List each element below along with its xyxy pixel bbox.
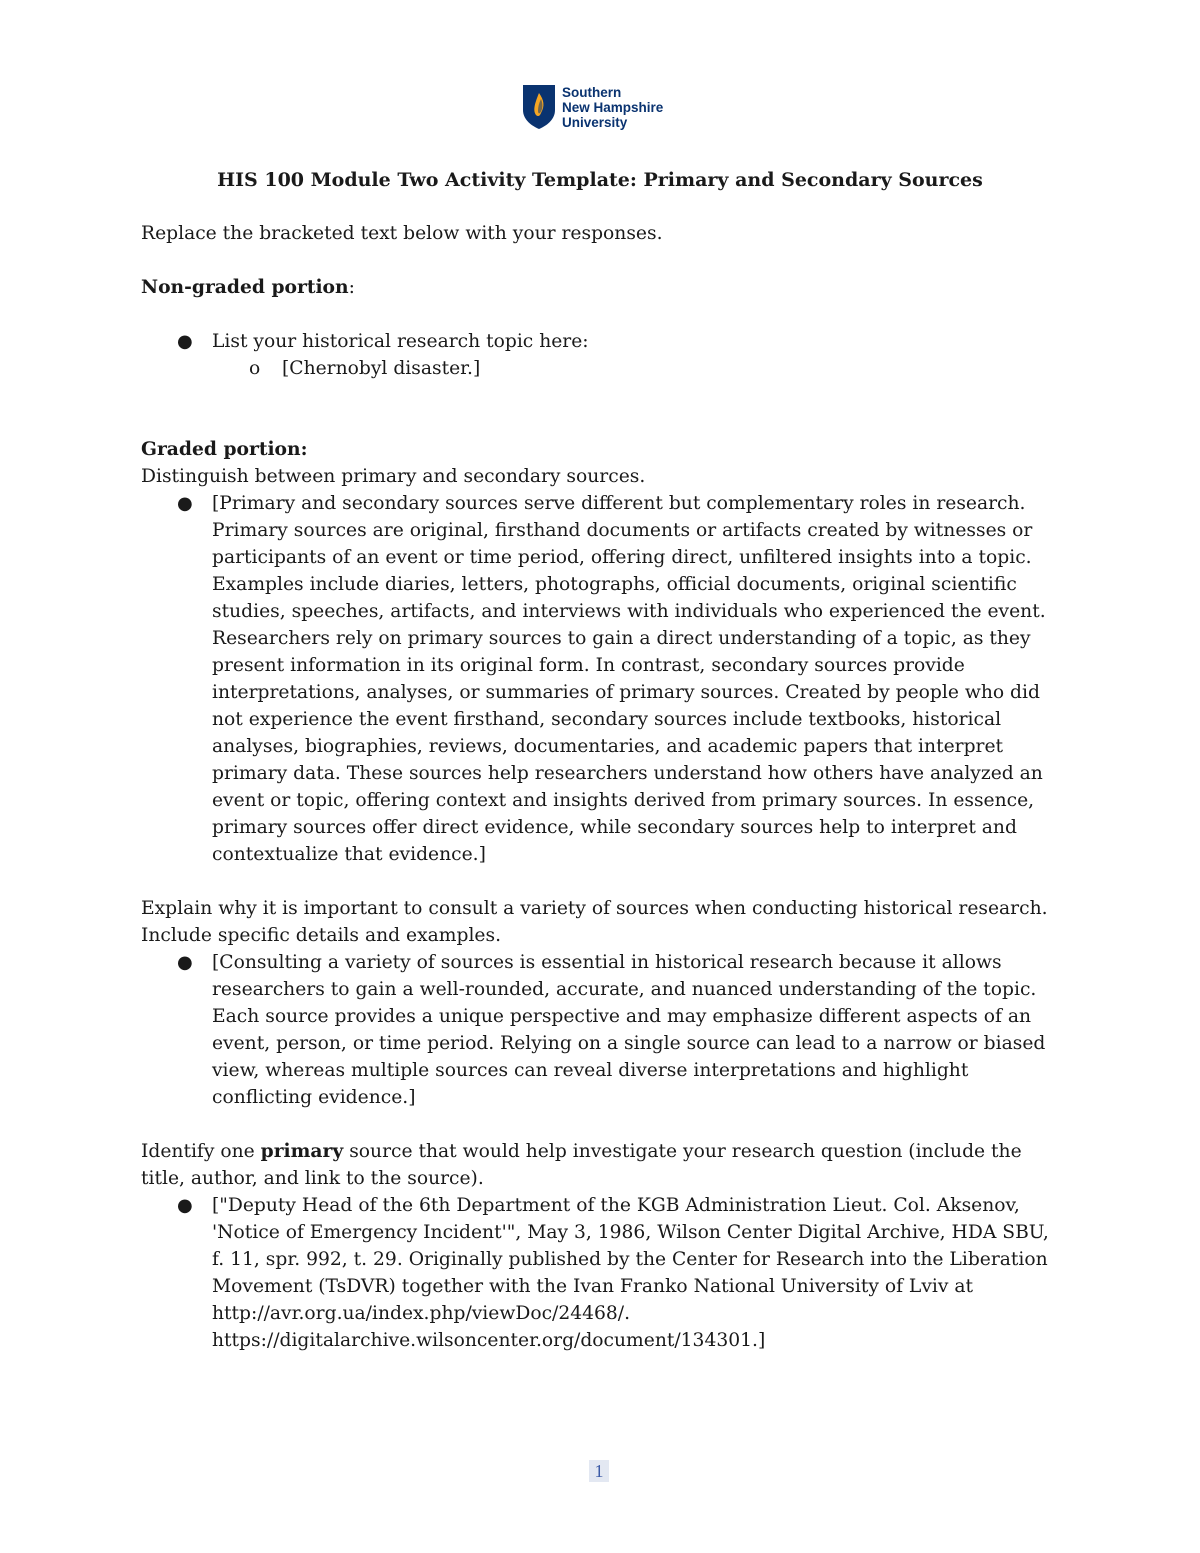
bullet-icon: ● <box>177 493 193 514</box>
list-item <box>141 328 1061 355</box>
question-3-pre: Identify one <box>141 1141 261 1162</box>
answer-3-text[interactable]: ["Deputy Head of the 6th Department of the KGB Administration Lieut. Col. Aksenov, 'Notice of Emergency Incident'", May 3, 1986, Wilson Center Digital Archive, HDA SBU, f. 11, spr. 992, t. 29. Originally published by the Center for Research into the Liberation Movement (TsDVR) together with the Ivan Franko National University of Lviv at http://avr.org.ua/index.php/viewDoc/24468/. https://digitalarchive.wilsoncenter.org/document/134301.] <box>212 1195 1049 1351</box>
list-item <box>141 355 1061 382</box>
logo-line-1: Southern <box>562 84 622 100</box>
page-number: 1 <box>589 1460 609 1482</box>
logo-line-2: New Hampshire <box>562 99 664 115</box>
topic-response[interactable]: [Chernobyl disaster.] <box>282 358 481 379</box>
instructions-text: Replace the bracketed text below with your responses. <box>141 223 663 244</box>
logo-line-3: University <box>562 114 628 130</box>
topic-prompt: List your historical research topic here: <box>212 331 589 352</box>
answer-2-list <box>141 949 1061 1111</box>
question-2: Explain why it is important to consult a variety of sources when conducting historical research. Include specific details and examples. <box>141 898 1048 946</box>
answer-3-list <box>141 1192 1061 1354</box>
answer-1-list <box>141 490 1061 868</box>
non-graded-heading-colon: : <box>348 277 355 298</box>
snhu-logo <box>522 84 663 130</box>
question-3-bold: primary <box>260 1140 344 1162</box>
non-graded-heading-line <box>141 274 1061 301</box>
non-graded-heading: Non-graded portion <box>141 276 349 298</box>
topic-sub-list <box>141 355 1061 382</box>
answer-1-text[interactable]: [Primary and secondary sources serve different but complementary roles in research. Primary sources are original, firsthand documents or artifacts created by witnesses or participants of an event or time period, offering direct, unfiltered insights into a topic. Examples include diaries, letters, photographs, official documents, original scientific studies, speeches, artifacts, and interviews with individuals who experienced the event. Researchers rely on primary sources to gain a direct understanding of a topic, as they present information in its original form. In contrast, secondary sources provide interpretations, analyses, or summaries of primary sources. Created by people who did not experience the event firsthand, secondary sources include textbooks, historical analyses, biographies, reviews, documentaries, and academic papers that interpret primary data. These sources help researchers understand how others have analyzed an event or topic, offering context and insights derived from primary sources. In essence, primary sources offer direct evidence, while secondary sources help to interpret and contextualize that evidence.] <box>212 493 1046 865</box>
graded-heading: Graded portion: <box>141 438 308 460</box>
answer-2-text[interactable]: [Consulting a variety of sources is essential in historical research because it allows researchers to gain a well-rounded, accurate, and nuanced understanding of the topic. Each source provides a unique perspective and may emphasize different aspects of an event, person, or time period. Relying on a single source can lead to a narrow or biased view, whereas multiple sources can reveal diverse interpretations and highlight conflicting evidence.] <box>212 952 1046 1108</box>
non-graded-list <box>141 328 1061 355</box>
list-item <box>141 949 1061 1111</box>
list-item <box>141 490 1061 868</box>
document-body <box>141 220 1061 1354</box>
bullet-icon: ● <box>177 952 193 973</box>
list-item <box>141 1192 1061 1354</box>
question-3 <box>141 1138 1061 1192</box>
logo-wordmark <box>562 85 663 130</box>
bullet-icon: ● <box>177 331 193 352</box>
sub-bullet-icon: o <box>249 358 261 379</box>
question-3-post: source that would help investigate your research question (include the title, author, and link to the source). <box>141 1141 1022 1189</box>
question-1: Distinguish between primary and secondary sources. <box>141 466 646 487</box>
shield-flame-icon <box>522 84 556 130</box>
document-title: HIS 100 Module Two Activity Template: Primary and Secondary Sources <box>217 169 983 191</box>
bullet-icon: ● <box>177 1195 193 1216</box>
